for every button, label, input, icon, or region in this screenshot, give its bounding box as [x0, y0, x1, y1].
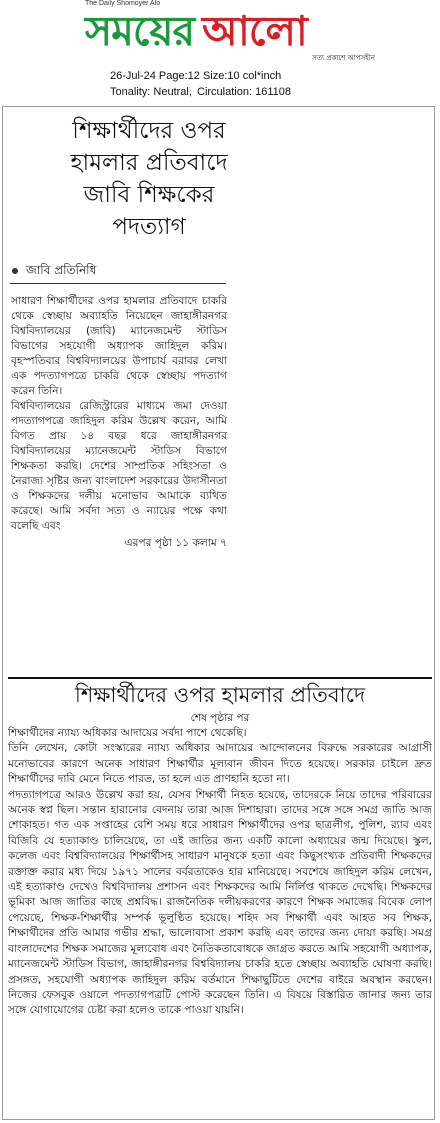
byline — [12, 262, 96, 282]
headline-line: হামলার প্রতিবাদে — [70, 150, 228, 176]
continued-headline: শিক্ষার্থীদের ওপর হামলার প্রতিবাদে — [74, 683, 366, 707]
continued-body — [8, 726, 432, 1019]
newspaper-logo — [85, 8, 307, 54]
circulation: Circulation: 161108 — [197, 86, 291, 98]
tonality-circulation — [110, 86, 293, 98]
continued-from-note: শেষ পৃষ্ঠার পর — [190, 712, 250, 724]
byline-text: জাবি প্রতিনিধি — [26, 263, 97, 277]
headline-line: শিক্ষার্থীদের ওপর — [72, 118, 226, 144]
masthead-english-name: The Daily Shomoyer Alo — [85, 0, 161, 7]
paragraph: বিশ্ববিদ্যালয়ের রেজিস্ট্রারের মাধ্যমে জমা দেওয়া পদত্যাগপত্রে জাহিদুল করিম উল্লেখ করেন, আমি বিগত প্রায় ১৪ বছর ধরে জাহাঙ্গীরনগর বিশ্ববিদ্যালয়ের ম্যানেজমেন্ট স্টাডিস বিভাগে শিক্ষকতা করছি। দেশের সাম্প্রতিক সহিংসতা ও নৈরাজ্য সৃষ্টির জন্য বাংলাদেশ সরকারের উদাসীনতা ও শিক্ষকদের দলীয় মনোভাব আমাকে ব্যথিত করেছে। আমি সর্বদা সত্য ও ন্যায়ের পক্ষে কথা বলেছি এবং — [11, 400, 227, 532]
date-page-size: 26-Jul-24 Page:12 Size:10 col*inch — [110, 70, 282, 82]
section-rule — [8, 677, 432, 679]
logo-word-2: আলো — [202, 7, 307, 55]
headline-line: জাবি শিক্ষকের — [83, 182, 215, 208]
continuation-note: এরপর পৃষ্ঠা ১১ কলাম ৭ — [124, 537, 227, 549]
tonality: Tonality: Neutral, — [110, 86, 192, 98]
byline-rule — [10, 283, 226, 284]
paragraph: সাধারণ শিক্ষার্থীদের ওপর হামলার প্রতিবাদে চাকরি থেকে স্বেচ্ছায় অব্যাহতি নিয়েছেন জাহাঙ্গীরনগর বিশ্ববিদ্যালয়ের (জাবি) ম্যানেজমেন্ট স্টাডিস বিভাগের সহযোগী অধ্যাপক জাহিদুল করিম। বৃহস্পতিবার বিশ্ববিদ্যালয়ের উপাচার্য বরাবর লেখা এক পদত্যাগপত্রে চাকরি থেকে স্বেচ্ছায় পদত্যাগ করেন তিনি। — [11, 295, 227, 397]
paragraph: পদত্যাগপত্রে আরও উল্লেখ করা হয়, যেসব শিক্ষার্থী নিহত হয়েছে, তাদেরকে নিয়ে তাদের পরিবারের অনেক স্বপ্ন ছিল। সন্তান হারানোর বেদনায় তারা আজ দিশাহারা। তাদের সঙ্গে সঙ্গে সমগ্র জাতি আজ শোকাহত। গত এক সপ্তাহের বেশি সময় ধরে সাধারণ শিক্ষার্থীদের ওপর ছাত্রলীগ, পুলিশ, র‍্যাব এবং বিজিবি যে হত্যাকাণ্ড চালিয়েছে, তা এই জাতির জন্য একটি কালো অধ্যায়ের জন্ম দিয়েছে। স্কুল, কলেজ এবং বিশ্ববিদ্যালয়ের শিক্ষার্থীসহ সাধারণ মানুষকে হত্যা এবং কিছুসংখ্যক প্রতিবাদী শিক্ষকদের রক্তাক্ত করার মধ্য দিয়ে ১৯৭১ সালের বর্বরতাকেও হার মানিয়েছে। সবশেষে জাহিদুল করিম লেখেন, এই হত্যাকাণ্ড দেখেও বিশ্ববিদ্যালয় প্রশাসন এবং শিক্ষকদের আমি নির্লিপ্ত থাকতে দেখেছি। শিক্ষকদের ভূমিকা আজ জাতির কাছে প্রশ্নবিদ্ধ। রাজনৈতিক দলীয়করণের কারণে শিক্ষক সমাজের বিবেক লোপ পেয়েছে, শিক্ষক-শিক্ষার্থীর সম্পর্ক ভূলুণ্ঠিত হয়েছে। শহিদ সব শিক্ষার্থী এবং আহত সব শিক্ষক, শিক্ষার্থীদের প্রতি আমার গভীর শ্রদ্ধা, ভালোবাসা প্রকাশ করছি এবং তাদের জন্য দোয়া করছি। সমগ্র বাংলাদেশের শিক্ষক সমাজের মূল্যবোধ এবং নৈতিকতাবোধকে জাগ্রত করতে আমি সহযোগী অধ্যাপক, ম্যানেজমেন্ট স্টাডিস বিভাগ, জাহাঙ্গীরনগর বিশ্ববিদ্যালয় চাকরি হতে স্বেচ্ছায় অব্যাহতি ঘোষণা করছি। প্রসঙ্গত, সহযোগী অধ্যাপক জাহিদুল করিম বর্তমানে শিক্ষাছুটিতে দেশের বাইরে অবস্থান করছেন। নিজের ফেসবুক ওয়ালে পদত্যাগপত্রটি পোস্ট করেছেন তিনি। এ বিষয়ে বিস্তারিত জানার জন্য তার সঙ্গে যোগাযোগের চেষ্টা করা হলেও তাকে পাওয়া যায়নি। — [8, 788, 432, 1017]
article-headline — [18, 115, 280, 243]
bullet-icon — [12, 268, 18, 274]
article-body — [11, 294, 227, 551]
headline-line: পদত্যাগ — [112, 214, 186, 240]
paragraph: তিনি লেখেন, কোটা সংস্কারের ন্যায্য অধিকার আদায়ের আন্দোলনের বিরুদ্ধে সরকারের আগ্রাসী মনোভাবের কারণে অনেক সাধারণ শিক্ষার্থীর মূল্যবান জীবন দিতে হয়েছে। সরকার চাইলে দ্রুত শিক্ষার্থীদের দাবি মেনে নিতে পারত, তা হলে এত প্রাণহানি হতো না। — [8, 742, 432, 786]
masthead — [85, 0, 375, 66]
masthead-tagline: সত্য প্রকাশে আপসহীন — [312, 54, 375, 62]
paragraph: শিক্ষার্থীদের ন্যায্য অধিকার আদায়ের সর্বদা পাশে থেকেছি। — [8, 727, 247, 739]
logo-word-1: সময়ের — [85, 7, 195, 55]
